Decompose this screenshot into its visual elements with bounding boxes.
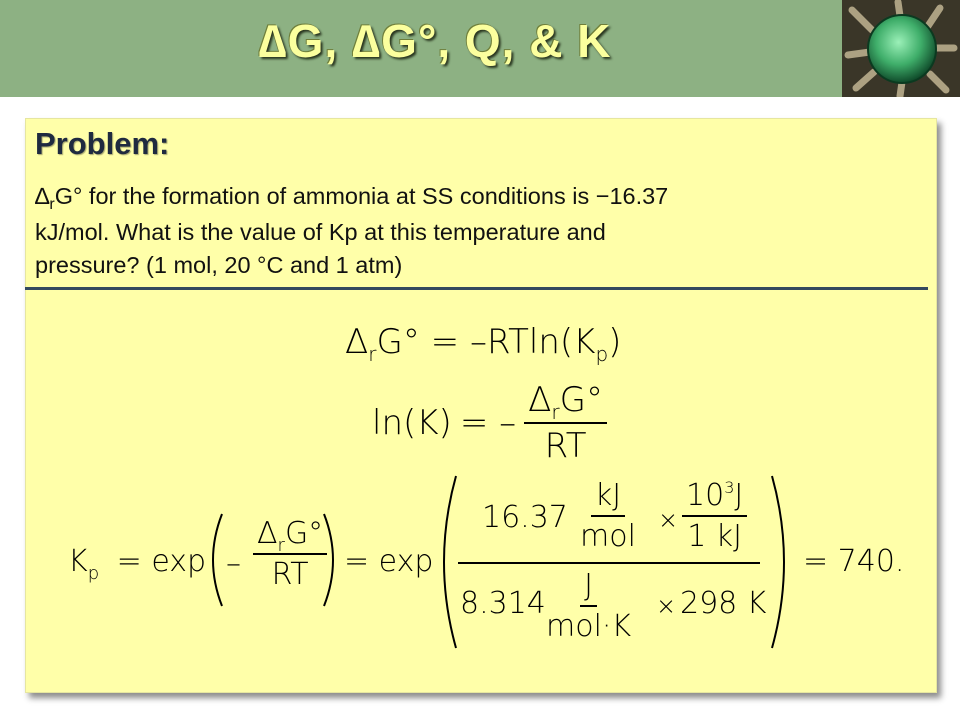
fraction-j-per-mol-k: J mol·K <box>546 568 632 644</box>
problem-line-3: pressure? (1 mol, 20 °C and 1 atm) <box>35 252 403 278</box>
big-numerator-value: 16.37 <box>482 500 568 535</box>
equation-gibbs-ln-kp: $\Delta_rG^\circ = -RTln(K_p)$ <box>345 322 622 366</box>
problem-line-1: $\Delta_rG^\circ$ for the formation of ammonia at SS conditions is −16.37 <box>35 183 669 213</box>
fraction-gibbs-over-rt: $\frac{\Delta_rG^\circ}{RT}$ <box>524 380 607 466</box>
problem-statement <box>35 180 905 282</box>
problem-line-2: kJ/mol. What is the value of Kp at this temperature and <box>35 219 606 245</box>
left-paren-small <box>202 512 226 608</box>
fraction-gibbs-over-rt-small: $\frac{\Delta_rG^\circ}{RT}$ <box>253 516 327 592</box>
corner-microbe-image <box>842 0 960 97</box>
fraction-kj-per-mol: kJ mol <box>580 478 636 554</box>
big-denominator-value: 8.314 <box>460 586 546 621</box>
right-paren-big <box>768 474 798 650</box>
equation-ln-k: ln(K) = – $\frac{\Delta_rG^\circ}{RT}$ <box>372 380 607 466</box>
microbe-illustration <box>842 0 960 97</box>
right-paren-small <box>320 512 344 608</box>
slide-title: ∆G, ∆G°, Q, & K <box>258 15 612 67</box>
fraction-j-per-kj: $\frac{10^3J}{1 kJ}$ <box>682 478 747 554</box>
divider-line <box>25 287 928 290</box>
problem-heading: Problem: <box>35 126 170 161</box>
equation-kp-exp: $K_p = \exp$ – $\frac{\Delta_rG^\circ}{RT}$ = exp 16.37 kJ mol × $\frac{10^3J}{1 kJ}$ 8.314 J mol·K × 298 K = 740. <box>68 472 908 652</box>
result-value: = 740. <box>803 544 905 579</box>
left-paren-big <box>430 474 460 650</box>
big-fraction-bar <box>458 562 760 564</box>
